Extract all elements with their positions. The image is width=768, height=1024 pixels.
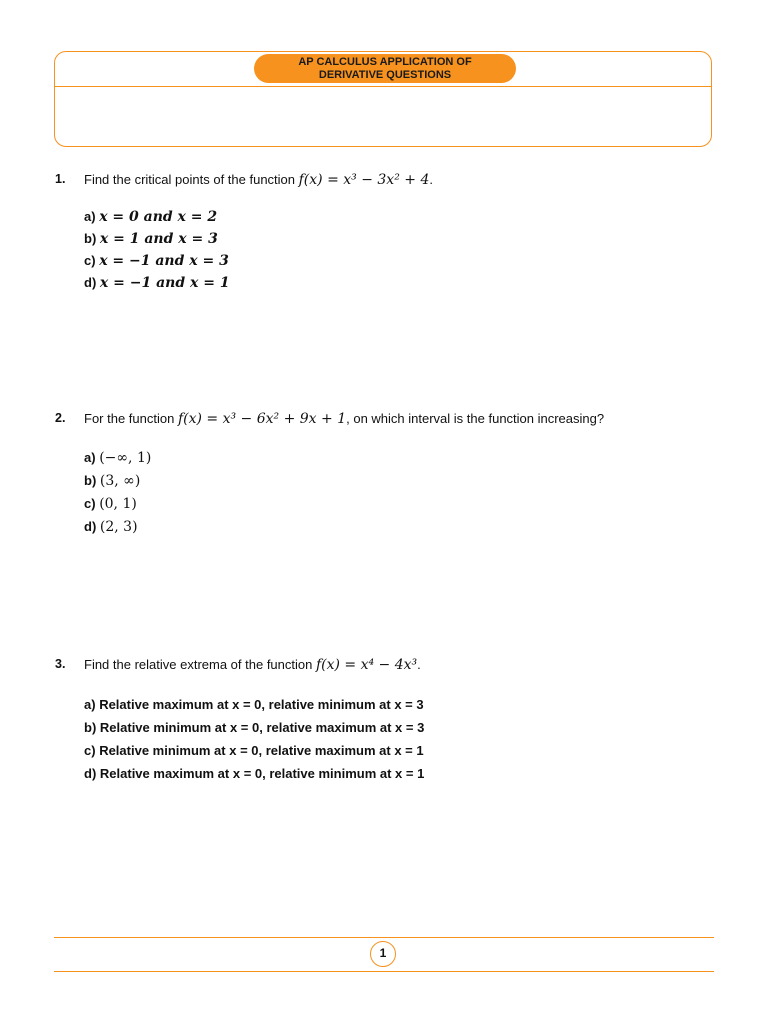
option-label: a) <box>84 209 96 224</box>
question-suffix: . <box>417 657 421 672</box>
question-number: 2. <box>55 411 66 425</box>
question-suffix: , on which interval is the function increasing? <box>346 411 605 426</box>
question-text <box>84 657 421 673</box>
option-c[interactable] <box>84 253 229 269</box>
header-box <box>54 51 712 147</box>
question-number: 3. <box>55 657 66 671</box>
option-d[interactable] <box>84 766 424 781</box>
option-text: (−∞, 1) <box>99 450 152 466</box>
option-label: d) <box>84 519 97 534</box>
question-function: f(x) = x⁴ − 4x³ <box>315 657 418 673</box>
option-text: Relative minimum at x = 0, relative maximum at x = 3 <box>99 720 425 735</box>
page-title <box>254 54 516 83</box>
option-a[interactable] <box>84 450 151 466</box>
option-label: b) <box>84 231 97 246</box>
option-a[interactable] <box>84 697 424 712</box>
question-number: 1. <box>55 172 66 186</box>
option-label: a) <box>84 697 96 712</box>
option-text: x = 1 and x = 3 <box>99 231 218 247</box>
option-text: (2, 3) <box>99 519 138 535</box>
option-label: b) <box>84 473 97 488</box>
question-text <box>84 411 604 427</box>
question-function: f(x) = x³ − 6x² + 9x + 1 <box>177 411 347 427</box>
question-prefix: For the function <box>84 411 178 426</box>
option-label: c) <box>84 496 96 511</box>
option-text: Relative minimum at x = 0, relative maximum at x = 1 <box>99 743 424 758</box>
title-line-1: AP CALCULUS APPLICATION OF <box>298 55 472 68</box>
option-label: b) <box>84 720 97 735</box>
option-b[interactable] <box>84 473 140 489</box>
question-suffix: . <box>429 172 433 187</box>
option-a[interactable] <box>84 209 217 225</box>
question-text <box>84 172 433 188</box>
question-function: f(x) = x³ − 3x² + 4 <box>298 172 430 188</box>
option-text: (3, ∞) <box>99 473 141 489</box>
question-prefix: Find the critical points of the function <box>84 172 299 187</box>
option-text: x = 0 and x = 2 <box>99 209 218 225</box>
option-c[interactable] <box>84 496 137 512</box>
page-number: 1 <box>370 941 396 967</box>
option-d[interactable] <box>84 275 230 291</box>
option-label: a) <box>84 450 96 465</box>
option-label: c) <box>84 253 96 268</box>
option-b[interactable] <box>84 720 424 735</box>
header-divider <box>55 86 711 87</box>
question-prefix: Find the relative extrema of the function <box>84 657 316 672</box>
option-d[interactable] <box>84 519 138 535</box>
option-text: Relative maximum at x = 0, relative minimum at x = 3 <box>99 697 424 712</box>
option-label: c) <box>84 743 96 758</box>
footer-top-line <box>54 937 714 938</box>
option-label: d) <box>84 766 97 781</box>
footer-bottom-line <box>54 971 714 972</box>
title-line-2: DERIVATIVE QUESTIONS <box>318 68 452 81</box>
option-text: x = −1 and x = 1 <box>99 275 230 291</box>
option-text: Relative maximum at x = 0, relative minimum at x = 1 <box>99 766 425 781</box>
option-text: x = −1 and x = 3 <box>99 253 229 269</box>
option-text: (0, 1) <box>99 496 137 512</box>
option-b[interactable] <box>84 231 218 247</box>
option-c[interactable] <box>84 743 424 758</box>
option-label: d) <box>84 275 97 290</box>
